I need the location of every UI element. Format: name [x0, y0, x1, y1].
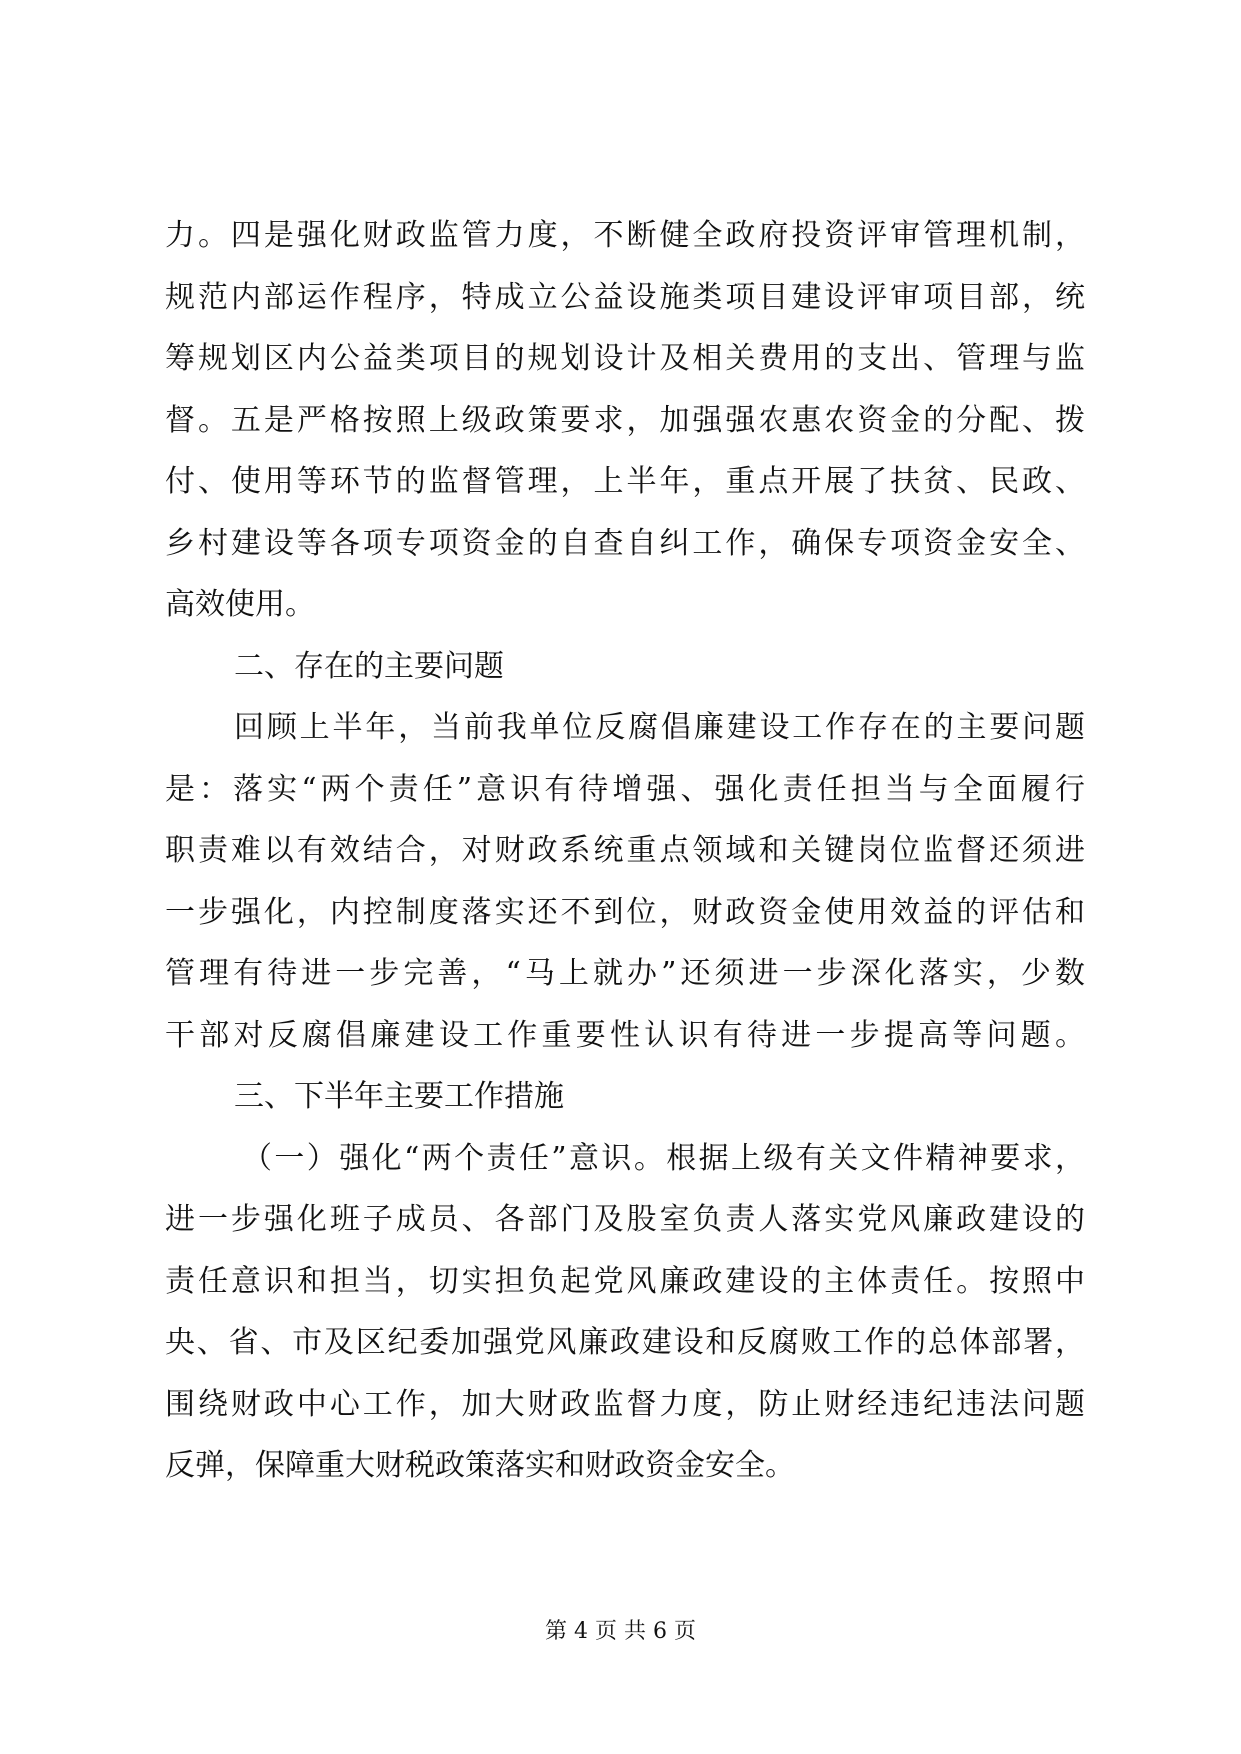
paragraph-line: 回顾上半年，当前我单位反腐倡廉建设工作存在的主要问题 [234, 710, 1085, 745]
paragraph-line: 督。五是严格按照上级政策要求，加强强农惠农资金的分配、拨 [165, 402, 1085, 438]
paragraph-line: 付、使用等环节的监督管理，上半年，重点开展了扶贫、民政、 [165, 464, 1085, 499]
paragraph-line: 干部对反腐倡廉建设工作重要性认识有待进一步提高等问题。 [165, 1017, 1085, 1053]
paragraph-line: 央、省、市及区纪委加强党风廉政建设和反腐败工作的总体部署， [165, 1325, 1085, 1360]
paragraph-line: （一）强化“两个责任”意识。根据上级有关文件精神要求， [242, 1140, 1085, 1176]
paragraph-line: 责任意识和担当，切实担负起党风廉政建设的主体责任。按照中 [165, 1263, 1085, 1299]
paragraph-line: 一步强化，内控制度落实还不到位，财政资金使用效益的评估和 [165, 894, 1085, 930]
page-number-footer: 第 4 页 共 6 页 [545, 1619, 696, 1644]
paragraph-line: 筹规划区内公益类项目的规划设计及相关费用的支出、管理与监 [165, 341, 1085, 376]
paragraph-line: 是：落实“两个责任”意识有待增强、强化责任担当与全面履行 [165, 771, 1085, 807]
section-heading: 三、下半年主要工作措施 [234, 1079, 564, 1114]
paragraph-line: 高效使用。 [165, 587, 315, 622]
paragraph-line: 规范内部运作程序，特成立公益设施类项目建设评审项目部，统 [165, 279, 1085, 315]
paragraph-line: 职责难以有效结合，对财政系统重点领域和关键岗位监督还须进 [165, 833, 1085, 868]
section-heading: 二、存在的主要问题 [234, 648, 504, 684]
document-body [165, 205, 1085, 1497]
paragraph-line: 力。四是强化财政监管力度，不断健全政府投资评审管理机制， [165, 218, 1085, 253]
paragraph-line: 反弹，保障重大财税政策落实和财政资金安全。 [165, 1448, 795, 1483]
paragraph-line: 进一步强化班子成员、各部门及股室负责人落实党风廉政建设的 [165, 1202, 1085, 1237]
paragraph-line: 围绕财政中心工作，加大财政监督力度，防止财经违纪违法问题 [165, 1386, 1085, 1422]
paragraph-line: 乡村建设等各项专项资金的自查自纠工作，确保专项资金安全、 [165, 525, 1085, 561]
paragraph-line: 管理有待进一步完善，“马上就办”还须进一步深化落实，少数 [165, 956, 1085, 991]
